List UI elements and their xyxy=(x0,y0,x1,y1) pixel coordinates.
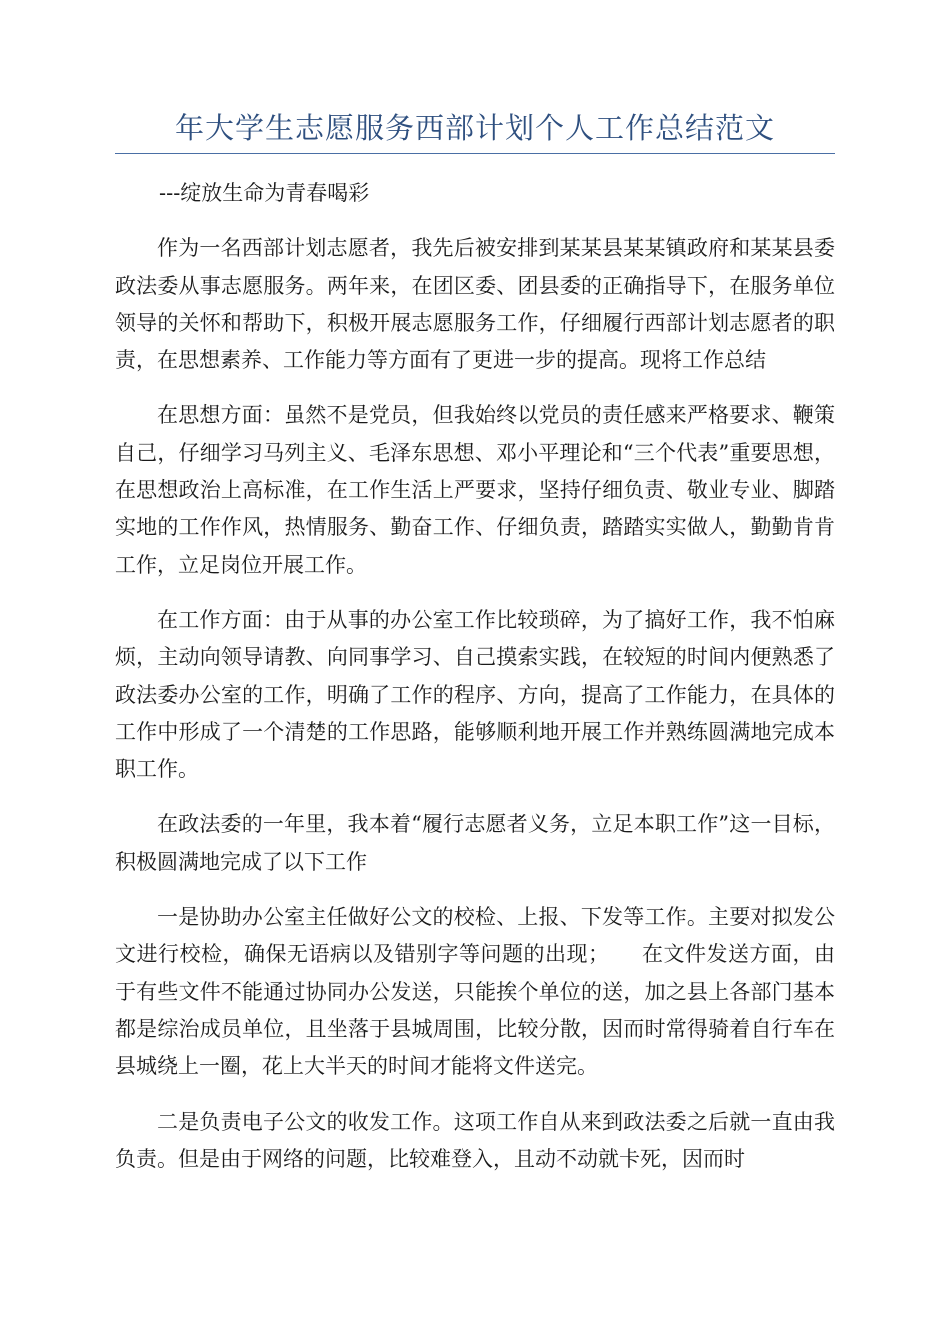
title-underline xyxy=(115,153,835,154)
document-subtitle: ---绽放生命为青春喝彩 xyxy=(159,181,370,205)
paragraph-task-one: 一是协助办公室主任做好公文的校检、上报、下发等工作。主要对拟发公文进行校检，确保无语病以及错别字等问题的出现； 在文件发送方面，由于有些文件不能通过协同办公发送，只能挨个单位的送，加之县上各部门基本都是综治成员单位，且坐落于县城周围，比较分散，因而时常得骑着自行车在县城绕上一圈，花上大半天的时间才能将文件送完。 xyxy=(115,905,835,1079)
document-title: 年大学生志愿服务西部计划个人工作总结范文 xyxy=(174,111,775,145)
document-body xyxy=(115,175,835,1196)
paragraph-work: 在工作方面：由于从事的办公室工作比较琐碎，为了搞好工作，我不怕麻烦，主动向领导请教、向同事学习、自己摸索实践，在较短的时间内便熟悉了政法委办公室的工作，明确了工作的程序、方向，提高了工作能力，在具体的工作中形成了一个清楚的工作思路，能够顺利地开展工作并熟练圆满地完成本职工作。 xyxy=(115,607,835,782)
paragraph-intro: 作为一名西部计划志愿者，我先后被安排到某某县某某镇政府和某某县委政法委从事志愿服务。两年来，在团区委、团县委的正确指导下，在服务单位领导的关怀和帮助下，积极开展志愿服务工作，仔细履行西部计划志愿者的职责，在思想素养、工作能力等方面有了更进一步的提高。现将工作总结 xyxy=(115,236,835,373)
paragraph-thought: 在思想方面：虽然不是党员，但我始终以党员的责任感来严格要求、鞭策自己，仔细学习马列主义、毛泽东思想、邓小平理论和“三个代表”重要思想，在思想政治上高标准，在工作生活上严要求，坚持仔细负责、敬业专业、脚踏实地的工作作风，热情服务、勤奋工作、仔细负责，踏踏实实做人，勤勤肯肯工作，立足岗位开展工作。 xyxy=(115,403,835,577)
paragraph-task-two: 二是负责电子公文的收发工作。这项工作自从来到政法委之后就一直由我负责。但是由于网络的问题，比较难登入，且动不动就卡死，因而时 xyxy=(115,1109,835,1171)
paragraph-year-summary: 在政法委的一年里，我本着“履行志愿者义务，立足本职工作”这一目标，积极圆满地完成了以下工作 xyxy=(115,812,835,874)
